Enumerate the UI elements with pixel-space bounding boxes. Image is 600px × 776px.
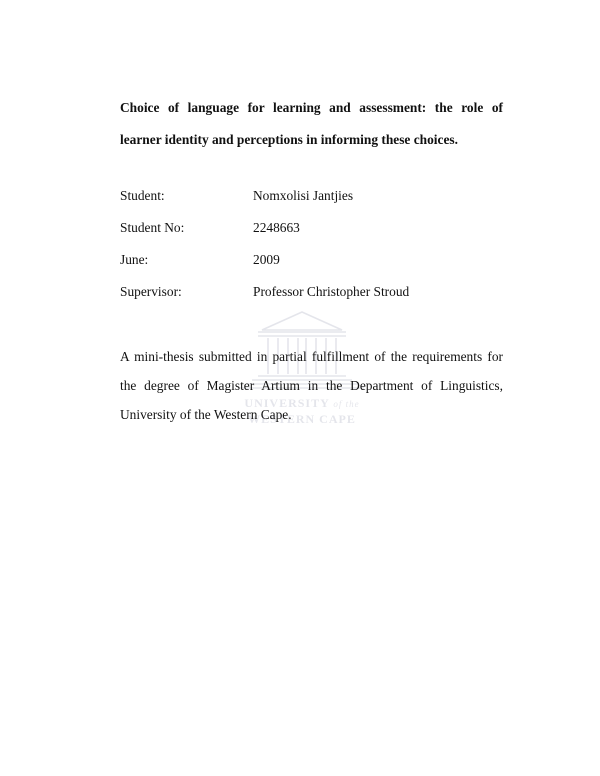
student-row [120, 186, 503, 218]
thesis-details [120, 186, 503, 314]
student-value: Nomxolisi Jantjies [253, 188, 354, 203]
submission-statement [120, 342, 503, 429]
student-no-row [120, 218, 503, 250]
watermark-line-2: WESTERN CAPE [248, 412, 356, 426]
date-value: 2009 [253, 252, 280, 267]
thesis-title-line-2: learner identity and perceptions in informing these choices. [120, 132, 458, 147]
thesis-title [120, 92, 503, 156]
student-label: Student: [120, 188, 165, 203]
student-no-value: 2248663 [253, 220, 300, 235]
submission-statement-line-2: the degree of Magister Artium in the Department of Linguistics, [120, 378, 503, 393]
watermark-university: UNIVERSITY [244, 396, 330, 410]
date-row [120, 250, 503, 282]
supervisor-label: Supervisor: [120, 284, 182, 299]
watermark-of-the: of the [333, 399, 360, 409]
submission-statement-line-3: University of the Western Cape. [120, 407, 292, 422]
supervisor-value: Professor Christopher Stroud [253, 284, 410, 299]
thesis-title-line-1: Choice of language for learning and assessment: the role of [120, 100, 503, 115]
date-label: June: [120, 252, 149, 267]
submission-statement-line-1: A mini-thesis submitted in partial fulfillment of the requirements for [120, 349, 503, 364]
student-no-label: Student No: [120, 220, 185, 235]
